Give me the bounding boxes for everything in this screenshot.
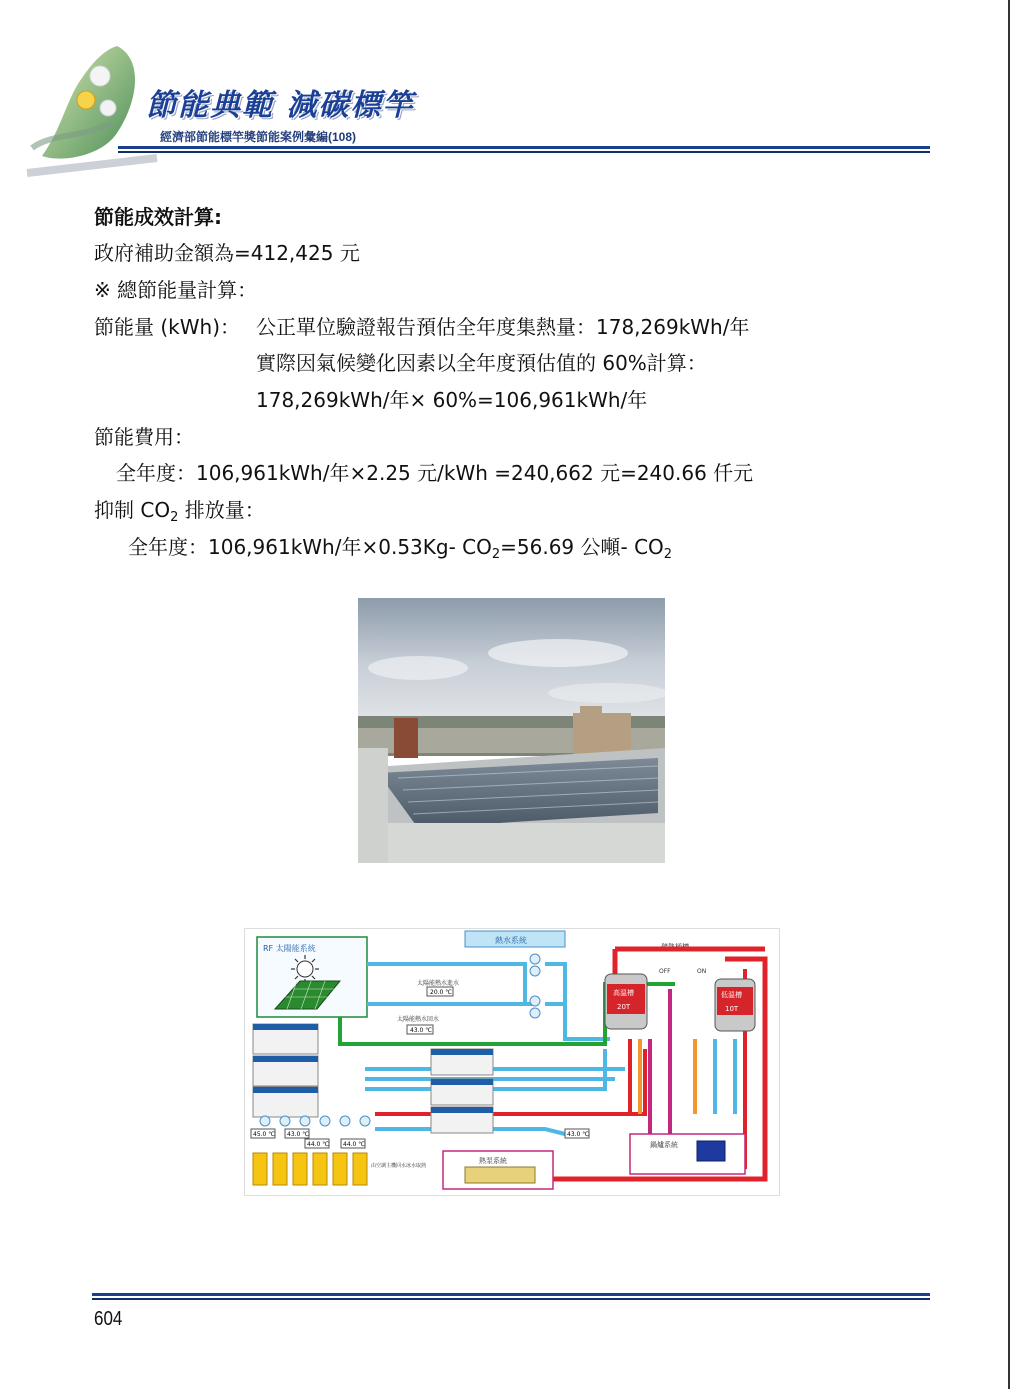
hot-water-system-label: 熱水系統	[495, 936, 527, 945]
header-rule	[118, 146, 930, 149]
on-label: ON	[697, 968, 707, 975]
heat-pump-unit	[465, 1167, 535, 1183]
boiler-unit	[697, 1141, 725, 1161]
co2-label: 抑制 $CO_2$ 排放量：	[94, 498, 265, 525]
cost-label: 節能費用：	[94, 425, 194, 449]
high-temp-tank	[605, 974, 647, 1029]
return-temp: 43.0 ℃	[567, 1131, 590, 1138]
footer-rule	[92, 1293, 930, 1296]
header-rule-thin	[118, 151, 930, 153]
solar-system-label: RF 太陽能系統	[263, 944, 316, 953]
svg-text:低溫槽: 低溫槽	[721, 991, 742, 999]
solar-return-temp: 43.0 ℃	[410, 1027, 433, 1034]
cost-line: 全年度：106,961kWh/年×2.25 元/kWh =240,662 元=240.66 仟元	[116, 461, 754, 485]
solar-in-temp: 20.0 ℃	[430, 989, 453, 996]
solar-return-label: 太陽能熱水回水	[397, 1016, 440, 1023]
solar-in-label: 太陽能熱水進水	[417, 980, 460, 987]
floor-temp-4: 44.0 ℃	[343, 1141, 366, 1148]
storage-tank-label: 儲熱桶槽	[661, 943, 689, 951]
off-label: OFF	[659, 968, 671, 975]
saving-line-3: 178,269kWh/年× 60%=106,961kWh/年	[256, 388, 648, 412]
taiwan-leaf-logo	[22, 38, 162, 178]
saving-line-2: 實際因氣候變化因素以全年度預估值的 60%計算：	[256, 351, 707, 375]
boiler-box	[630, 1134, 745, 1174]
floor-temp-3: 44.0 ℃	[307, 1141, 330, 1148]
header-subtitle: 經濟部節能標竿獎節能案例彙編(108)	[160, 130, 357, 144]
subsidy-line: 政府補助金額為=412,425 元	[94, 241, 360, 265]
floor-temp-2: 43.0 ℃	[287, 1131, 310, 1138]
svg-text:高溫槽: 高溫槽	[613, 989, 634, 997]
header-title: 節能典範 減碳標竿	[146, 88, 415, 123]
total-calc-line: ※ 總節能量計算：	[94, 278, 258, 302]
low-temp-tank	[715, 979, 755, 1031]
svg-text:10T: 10T	[725, 1005, 739, 1013]
svg-text:20T: 20T	[617, 1003, 631, 1011]
footer-rule-thin	[92, 1298, 930, 1300]
hot-water-system-diagram	[244, 928, 780, 1196]
ac-note: 由空調主機回水冰水取熱	[371, 1163, 427, 1169]
saving-line-1: 公正單位驗證報告預估全年度集熱量：178,269kWh/年	[256, 315, 750, 339]
heat-pump-label: 熱泵系統	[479, 1157, 507, 1165]
section-heading: 節能成效計算:	[94, 205, 222, 229]
page-border	[1008, 0, 1010, 1389]
co2-line: 全年度：106,961kWh/年×0.53Kg- $CO_2=56.69$ 公噸- $CO_2$	[128, 535, 673, 562]
rooftop-solar-photo	[358, 598, 665, 863]
floor-temp-1: 45.0 ℃	[253, 1131, 276, 1138]
saving-label: 節能量 (kWh)：	[94, 315, 240, 339]
boiler-label: 鍋爐系統	[650, 1141, 678, 1149]
page-number: 604	[94, 1308, 123, 1330]
